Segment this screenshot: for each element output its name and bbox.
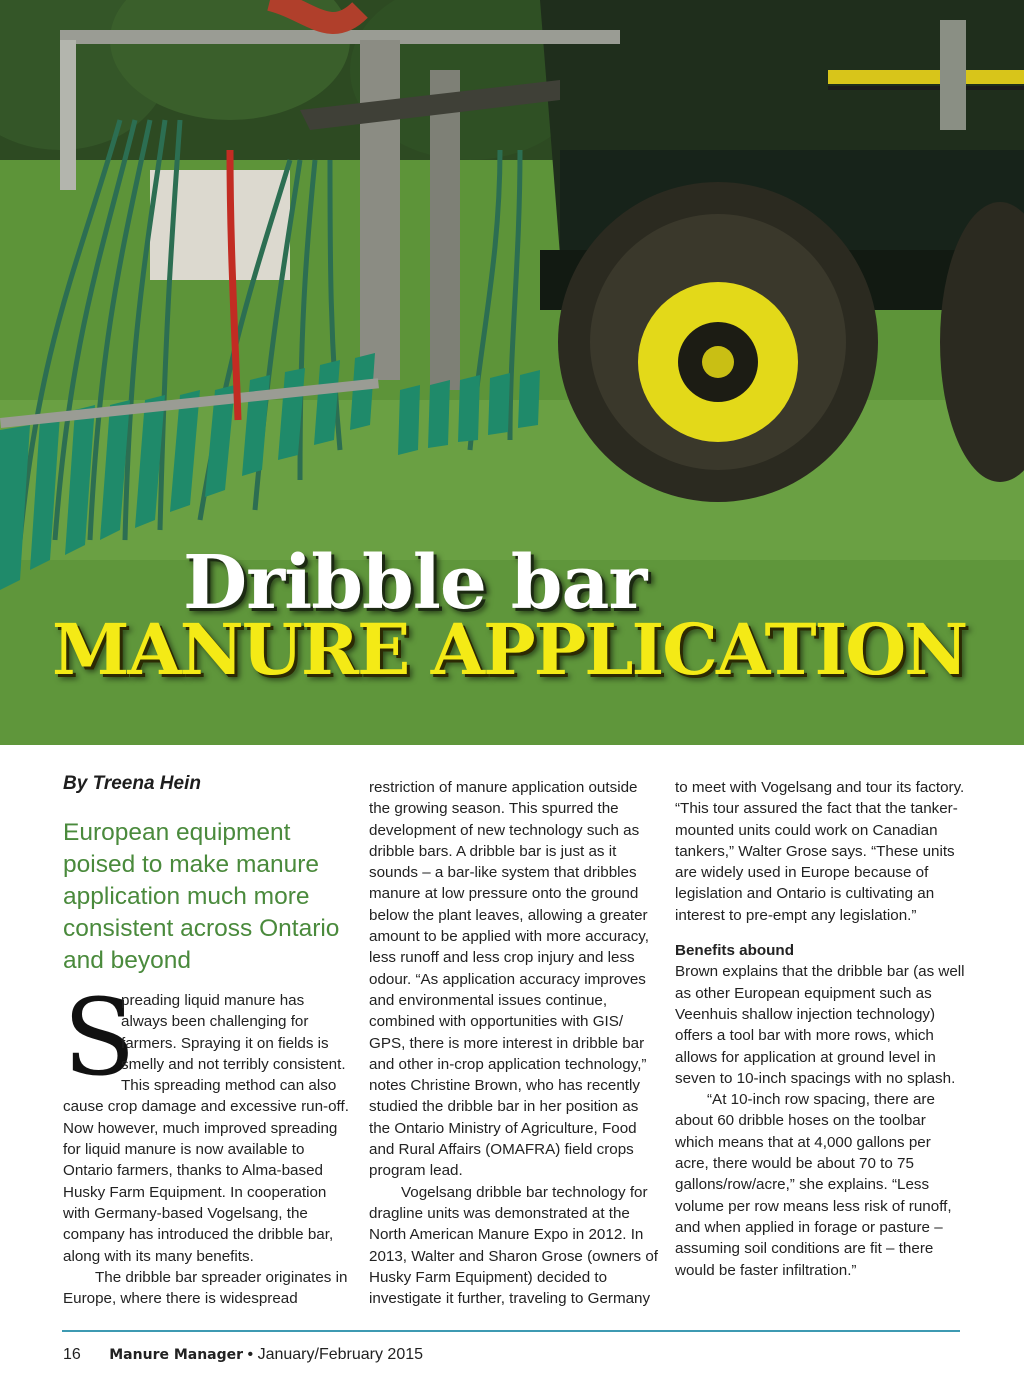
dropcap: S bbox=[63, 976, 136, 1099]
subhead: Benefits abound bbox=[675, 942, 794, 960]
paragraph: Vogelsang dribble bar technology for dragline units was demonstrated at the North American Manure Expo in 2012. In 2013, Walter and Sharon Grose (owners of Husky Farm Equipment) decided to investigate it further, traveling to Germany bbox=[369, 1183, 658, 1308]
paragraph: to meet with Vogelsang and tour its factory. “This tour assured the fact that the tanker-mounted units could work on Canadian tankers,” Walter Grose says. “These units are widely used in Europe because of legislation and Ontario is cultivating an interest to pre-empt any legislation.” bbox=[675, 779, 965, 924]
column-2 bbox=[369, 777, 659, 1309]
deck: European equipment poised to make manure application much more consistent across Ontario and beyond bbox=[63, 819, 340, 974]
paragraph: “At 10-inch row spacing, there are about 60 dribble hoses on the toolbar which means that at 4,000 gallons per acre, there would be about 70 to 75 gallons/row/acre,” she explains. “Less volume per row means less risk of runoff, and when applied in forage or pasture – assuming soil conditions are fit – there would be faster infiltration.” bbox=[675, 1091, 952, 1279]
dropcap-block bbox=[63, 976, 353, 1099]
issue-date: January/February 2015 bbox=[257, 1346, 424, 1363]
separator: • bbox=[247, 1346, 254, 1363]
byline: By Treena Hein bbox=[63, 773, 201, 794]
column-3 bbox=[675, 777, 965, 1281]
title-line-2: MANURE APPLICATION bbox=[52, 608, 967, 691]
paragraph: restriction of manure application outside the growing season. This spurred the development of new technology such as dribble bars. A dribble bar is just as it sounds – a bar-like system that dribbles manure at low pressure onto the ground below the plant leaves, allowing a greater amount to be applied with more accuracy, less runoff and less crop injury and less odour. “As application accuracy improves and environmental issues continue, combined with opportunities with GIS/ GPS, there is more interest in dribble bar and other in-crop application technology,” notes Christine Brown, who has recently studied the dribble bar in her position as the Ontario Ministry of Agriculture, Food and Rural Affairs (OMAFRA) field crops program lead. bbox=[369, 779, 649, 1180]
title-line-1: Dribble bar bbox=[183, 540, 647, 626]
footer-rule bbox=[62, 1330, 960, 1332]
paragraph: cause crop damage and excessive run-off. Now however, much improved spreading for liquid manure is now available to Ontario farmers, thanks to Alma-based Husky Farm Equipment. In cooperation with Germany-based Vogelsang, the company has introduced the dribble bar, along with its many benefits. bbox=[63, 1098, 349, 1265]
folio bbox=[63, 1346, 423, 1364]
paragraph: Brown explains that the dribble bar (as well as other European equipment such as Veenhuis shallow injection technology) offers a tool bar with more rows, which allows for application at ground level in seven to 10-inch spacings with no splash. bbox=[675, 963, 965, 1087]
paragraph: The dribble bar spreader originates in Europe, where there is widespread bbox=[63, 1268, 348, 1308]
dropcap-paragraph: preading liquid manure has always been challenging for farmers. Spraying it on fields is smelly and not terribly consistent. This spreading method can also bbox=[121, 992, 346, 1095]
column-1 bbox=[63, 976, 353, 1309]
page-number: 16 bbox=[63, 1346, 81, 1363]
magazine-name: Manure Manager bbox=[109, 1347, 244, 1363]
